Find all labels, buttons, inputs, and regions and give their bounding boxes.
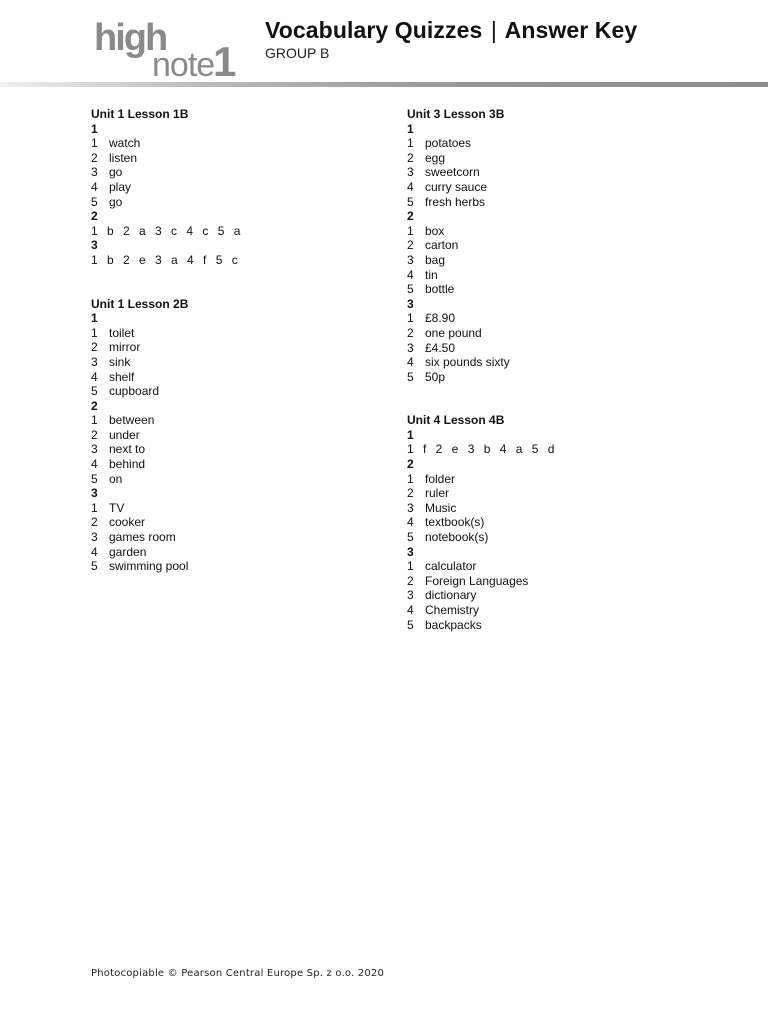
question-number: 1	[407, 121, 414, 136]
answer-row	[91, 370, 391, 385]
page-title	[265, 17, 637, 44]
answer-text: tin	[425, 267, 438, 282]
answer-text: folder	[425, 471, 456, 486]
answer-section	[91, 297, 391, 574]
answer-text: cooker	[109, 515, 146, 530]
answer-number: 3	[91, 442, 98, 457]
answer-number: 2	[91, 515, 98, 530]
answer-text: games room	[109, 530, 176, 545]
answer-row	[407, 574, 707, 589]
answer-text: behind	[109, 457, 146, 472]
answer-row	[407, 311, 707, 326]
answer-row	[91, 355, 391, 370]
answer-number: 5	[91, 384, 98, 399]
answer-number: 2	[407, 573, 414, 588]
answer-section	[407, 413, 707, 632]
high-note-logo	[92, 20, 242, 82]
answer-number: 5	[407, 530, 414, 545]
inline-answers: 1 f 2 e 3 b 4 a 5 d	[407, 442, 556, 457]
answer-row	[91, 442, 391, 457]
answer-number: 5	[407, 282, 414, 297]
answer-row	[407, 180, 707, 195]
answer-text: curry sauce	[425, 179, 488, 194]
answer-number: 4	[407, 603, 414, 617]
logo-word-high: high	[94, 20, 167, 59]
answer-text: one pound	[425, 325, 482, 340]
answer-text: play	[109, 179, 132, 194]
answer-text: textbook(s)	[425, 515, 485, 530]
answer-text: Foreign Languages	[425, 573, 529, 588]
answer-text: dictionary	[425, 588, 477, 603]
answer-text: box	[425, 223, 445, 238]
inline-answers: 1 b 2 e 3 a 4 f 5 c	[91, 252, 239, 267]
answer-row	[407, 501, 707, 516]
answer-number: 2	[407, 238, 414, 253]
answer-text: garden	[109, 544, 147, 559]
answer-number: 1	[91, 500, 98, 515]
group-label: GROUP B	[265, 45, 330, 61]
answer-row	[407, 268, 707, 283]
answer-row	[407, 282, 707, 297]
answer-text: sweetcorn	[425, 165, 480, 180]
answer-text: carton	[425, 238, 459, 253]
answer-number: 1	[407, 223, 414, 238]
left-column	[91, 107, 391, 603]
answer-row	[91, 340, 391, 355]
answer-number: 5	[407, 617, 414, 632]
question-number: 3	[407, 296, 414, 311]
question-number: 3	[91, 238, 98, 253]
answer-text: sink	[109, 354, 131, 369]
section-title: Unit 4 Lesson 4B	[407, 413, 505, 428]
answer-number: 4	[407, 515, 414, 530]
answer-text: egg	[425, 150, 446, 165]
answer-row	[407, 151, 707, 166]
answer-number: 3	[407, 340, 414, 355]
answer-section	[407, 107, 707, 384]
answer-number: 1	[91, 413, 98, 428]
section-title: Unit 1 Lesson 1B	[91, 107, 189, 121]
answer-number: 3	[91, 165, 98, 180]
answer-text: bag	[425, 252, 446, 267]
answer-row	[407, 253, 707, 268]
answer-row	[91, 326, 391, 341]
question-number: 2	[91, 209, 98, 224]
answer-number: 3	[91, 530, 98, 545]
answer-text: six pounds sixty	[425, 355, 510, 370]
answer-row	[91, 195, 391, 210]
answer-number: 1	[407, 311, 414, 326]
answer-text: Music	[425, 500, 457, 515]
answer-text: £8.90	[425, 311, 456, 326]
page-title-answer-key: Answer Key	[504, 17, 638, 43]
page-header	[0, 0, 768, 88]
answer-row	[91, 165, 391, 180]
answer-row	[91, 413, 391, 428]
answer-row	[407, 195, 707, 210]
answer-row	[407, 370, 707, 385]
answer-text: toilet	[109, 325, 135, 340]
answer-number: 1	[407, 559, 414, 574]
answer-row	[407, 559, 707, 574]
answer-text: mirror	[109, 340, 141, 355]
answer-text: next to	[109, 442, 146, 457]
question-number: 1	[91, 311, 98, 326]
answer-row	[407, 603, 707, 618]
answer-row	[91, 545, 391, 560]
answer-text: calculator	[425, 559, 477, 574]
answer-number: 2	[91, 150, 98, 165]
answer-row	[91, 136, 391, 151]
answer-number: 1	[91, 136, 98, 151]
answer-row	[91, 384, 391, 399]
answer-row	[91, 515, 391, 530]
answer-row	[91, 530, 391, 545]
question-number: 2	[407, 209, 414, 224]
answer-row	[407, 355, 707, 370]
answer-text: go	[109, 165, 123, 180]
copyright-footer: Photocopiable © Pearson Central Europe Sp. z o.o. 2020	[91, 968, 385, 979]
answer-text: Chemistry	[425, 603, 480, 617]
answer-number: 4	[91, 369, 98, 384]
answer-text: shelf	[109, 369, 135, 384]
section-title: Unit 1 Lesson 2B	[91, 296, 189, 311]
answer-number: 5	[91, 194, 98, 209]
answer-number: 2	[407, 150, 414, 165]
answer-number: 3	[407, 588, 414, 603]
title-separator: |	[490, 17, 497, 43]
answer-text: on	[109, 471, 123, 486]
answer-row	[91, 501, 391, 516]
high-note-logo-graphic	[92, 20, 242, 82]
answer-row	[407, 224, 707, 239]
answer-number: 2	[91, 427, 98, 442]
answer-text: listen	[109, 150, 138, 165]
answer-text: £4.50	[425, 340, 456, 355]
answer-number: 5	[407, 369, 414, 384]
answer-row	[91, 559, 391, 574]
answer-text: go	[109, 194, 123, 209]
answer-row	[91, 457, 391, 472]
answer-text: between	[109, 413, 155, 428]
answer-section	[91, 107, 391, 268]
answer-row	[91, 472, 391, 487]
answer-number: 5	[91, 559, 98, 574]
answer-row	[407, 341, 707, 356]
answer-number: 4	[407, 267, 414, 282]
answer-row	[407, 472, 707, 487]
answer-text: potatoes	[425, 136, 472, 151]
answer-number: 4	[91, 457, 98, 472]
answer-row	[91, 428, 391, 443]
section-title: Unit 3 Lesson 3B	[407, 107, 505, 121]
answer-number: 5	[407, 194, 414, 209]
answer-text: 50p	[425, 369, 446, 384]
inline-answers: 1 b 2 a 3 c 4 c 5 a	[91, 223, 242, 238]
answer-number: 1	[91, 325, 98, 340]
question-number: 3	[407, 544, 414, 559]
answer-text: backpacks	[425, 617, 482, 632]
logo-word-note: note	[152, 46, 215, 82]
question-number: 3	[91, 486, 98, 501]
answer-number: 4	[91, 544, 98, 559]
question-number: 2	[91, 398, 98, 413]
answer-row	[407, 238, 707, 253]
logo-number: 1	[213, 38, 237, 82]
answer-text: cupboard	[109, 384, 160, 399]
answer-row	[407, 326, 707, 341]
answer-row	[407, 588, 707, 603]
answer-number: 4	[407, 179, 414, 194]
answer-row	[407, 618, 707, 633]
answer-number: 5	[91, 471, 98, 486]
answer-text: TV	[109, 500, 125, 515]
answer-number: 2	[407, 325, 414, 340]
question-number: 2	[407, 457, 414, 472]
question-number: 1	[407, 427, 414, 442]
answer-row	[407, 136, 707, 151]
answer-text: watch	[109, 136, 141, 151]
answer-row	[407, 165, 707, 180]
answer-text: notebook(s)	[425, 530, 489, 545]
answer-text: under	[109, 427, 140, 442]
header-divider	[0, 82, 768, 87]
answer-number: 3	[91, 354, 98, 369]
answer-number: 3	[407, 252, 414, 267]
answer-text: ruler	[425, 486, 450, 501]
page-title-main: Vocabulary Quizzes	[265, 17, 483, 43]
question-number: 1	[91, 121, 98, 136]
answer-number: 2	[91, 340, 98, 355]
answer-text: swimming pool	[109, 559, 189, 574]
answer-text: fresh herbs	[425, 194, 486, 209]
answer-number: 1	[407, 471, 414, 486]
right-column	[407, 107, 707, 661]
answer-text: bottle	[425, 282, 455, 297]
answer-row	[91, 151, 391, 166]
answer-number: 3	[407, 500, 414, 515]
answer-number: 4	[91, 179, 98, 194]
answer-row	[407, 486, 707, 501]
answer-row	[91, 180, 391, 195]
answer-number: 4	[407, 355, 414, 370]
answer-row	[407, 530, 707, 545]
answer-number: 2	[407, 486, 414, 501]
answer-number: 1	[407, 136, 414, 151]
answer-row	[407, 515, 707, 530]
answer-number: 3	[407, 165, 414, 180]
